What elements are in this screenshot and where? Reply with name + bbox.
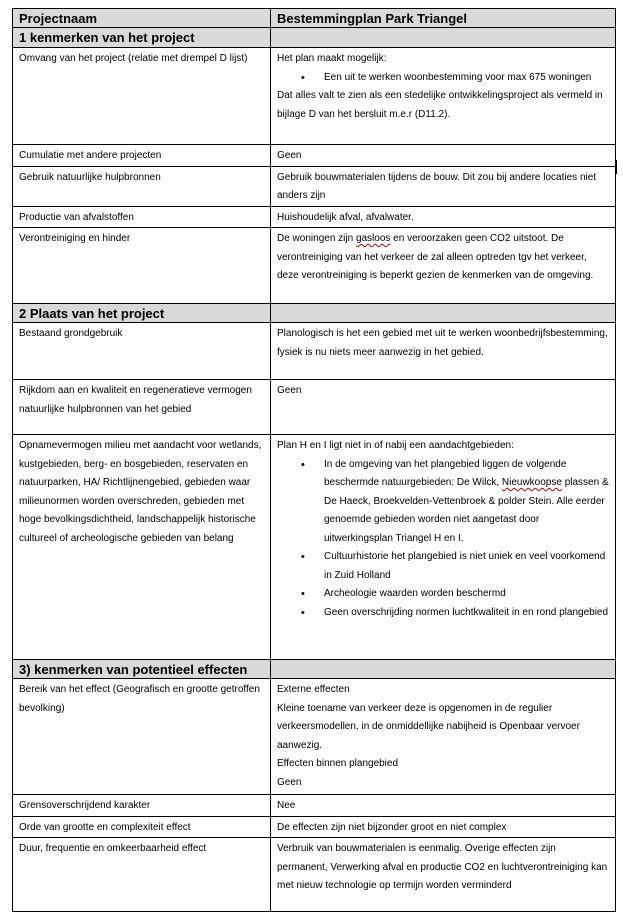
section-title: 1 kenmerken van het project — [13, 28, 271, 48]
section-title: 3) kenmerken van potentieel effecten — [13, 660, 271, 679]
bereik-line: Kleine toename van verkeer deze is opgenomen in de regulier verkeersmodellen, in de onmiddellijke nabijheid is Openbaar vervoer aanwezig. — [277, 702, 580, 751]
row-value — [271, 48, 616, 145]
text-cursor — [616, 160, 617, 174]
bullet-item: • Geen overschrijding normen luchtkwaliteit in en rond plangebied — [324, 604, 609, 623]
header-project-title: Bestemmingplan Park Triangel — [271, 9, 616, 28]
header-projectnaam: Projectnaam — [13, 9, 271, 28]
project-table — [12, 8, 616, 912]
section-header-3 — [13, 660, 616, 679]
row-value: De effecten zijn niet bijzonder groot en niet complex — [271, 816, 616, 838]
table-row — [13, 228, 616, 304]
table-row — [13, 48, 616, 145]
row-label: Orde van grootte en complexiteit effect — [13, 816, 271, 838]
row-value: Geen — [271, 380, 616, 435]
row-value: Geen — [271, 145, 616, 167]
section-header-2 — [13, 304, 616, 323]
table-row — [13, 206, 616, 228]
bereik-line: Externe effecten — [277, 684, 350, 695]
omvang-bullets — [277, 69, 609, 88]
row-label: Productie van afvalstoffen — [13, 206, 271, 228]
table-row — [13, 795, 616, 817]
section-title: 2 Plaats van het project — [13, 304, 271, 323]
text-segment: en veroorzaken geen CO2 uitstoot. De verontreiniging van het verkeer de zal alleen optreden tgv het verkeer, deze verontreiniging is beperkt gezien de kenmerken van de omgeving. — [277, 233, 594, 281]
row-value — [271, 679, 616, 795]
row-label: Cumulatie met andere projecten — [13, 145, 271, 167]
bullet-item: • Cultuurhistorie het plangebied is niet uniek en veel voorkomend in Zuid Holland — [324, 548, 609, 585]
row-value: Huishoudelijk afval, afvalwater. — [271, 206, 616, 228]
row-value: Gebruik bouwmaterialen tijdens de bouw. Dit zou bij andere locaties niet anders zijn — [271, 166, 616, 206]
bullet-item: • Een uit te werken woonbestemming voor max 675 woningen — [324, 69, 609, 88]
table-row — [13, 166, 616, 206]
row-value: Nee — [271, 795, 616, 817]
table-header-row — [13, 9, 616, 28]
bereik-line: Effecten binnen plangebied — [277, 758, 399, 769]
row-label: Opnamevermogen milieu met aandacht voor wetlands, kustgebieden, berg- en bosgebieden, reservaten en natuurparken, HA/ Richtlijnengebied, gebieden waar milieunormen worden overschreden, gebieden met hoge bevolkingsdichtheid, landschappelijk historische cultureel of archeologische gebieden van belang — [13, 435, 271, 660]
opname-intro: Plan H en I ligt niet in of nabij een aandachtgebieden: — [277, 440, 514, 451]
row-label: Bereik van het effect (Geografisch en grootte getroffen bevolking) — [13, 679, 271, 795]
spellcheck-flag: gasloos — [355, 233, 391, 244]
text-segment: De woningen zijn — [277, 233, 356, 244]
row-label: Gebruik natuurlijke hulpbronnen — [13, 166, 271, 206]
table-row — [13, 838, 616, 912]
row-label: Omvang van het project (relatie met drempel D lijst) — [13, 48, 271, 145]
bullet-item — [324, 456, 609, 549]
spellcheck-flag: Nieuwkoopse — [501, 477, 562, 488]
row-label: Grensoverschrijdend karakter — [13, 795, 271, 817]
row-label: Verontreiniging en hinder — [13, 228, 271, 304]
row-value — [271, 435, 616, 660]
bereik-line: Geen — [277, 776, 302, 788]
omvang-intro: Het plan maakt mogelijk: — [277, 53, 387, 64]
text-segment: In de omgeving van het plangebied liggen de volgende beschermde natuurgebieden: De Wilck, — [324, 458, 567, 488]
table-row — [13, 323, 616, 380]
table-row — [13, 816, 616, 838]
omvang-outro: Dat alles valt te zien als een stedelijke ontwikkelingsproject als vermeld in bijlage D van het bersluit m.e.r (D11.2). — [277, 90, 603, 120]
table-row — [13, 145, 616, 167]
row-value: Verbruik van bouwmaterialen is eenmalig. Overige effecten zijn permanent, Verwerking afval en productie CO2 en luchtverontreiniging kan met nieuw technologie op termijn worden verminderd — [271, 838, 616, 912]
table-row — [13, 679, 616, 795]
text-segment: plassen & De Haeck, Broekvelden-Vettenbroek & polder Stein. Alle eerder genoemde gebieden worden niet aangetast door uitwerkingsplan Triangel H en I. — [324, 477, 609, 544]
row-label: Duur, frequentie en omkeerbaarheid effect — [13, 838, 271, 912]
row-value — [271, 228, 616, 304]
table-row — [13, 380, 616, 435]
row-label: Rijkdom aan en kwaliteit en regeneratieve vermogen natuurlijke hulpbronnen van het gebied — [13, 380, 271, 435]
section-header-1 — [13, 28, 616, 48]
row-value: Planologisch is het een gebied met uit te werken woonbedrijfsbestemming, fysiek is nu niets meer aanwezig in het gebied. — [271, 323, 616, 380]
row-label: Bestaand grondgebruik — [13, 323, 271, 380]
table-row — [13, 435, 616, 660]
bullet-item: • Archeologie waarden worden beschermd — [324, 585, 609, 604]
opname-bullets — [277, 456, 609, 623]
